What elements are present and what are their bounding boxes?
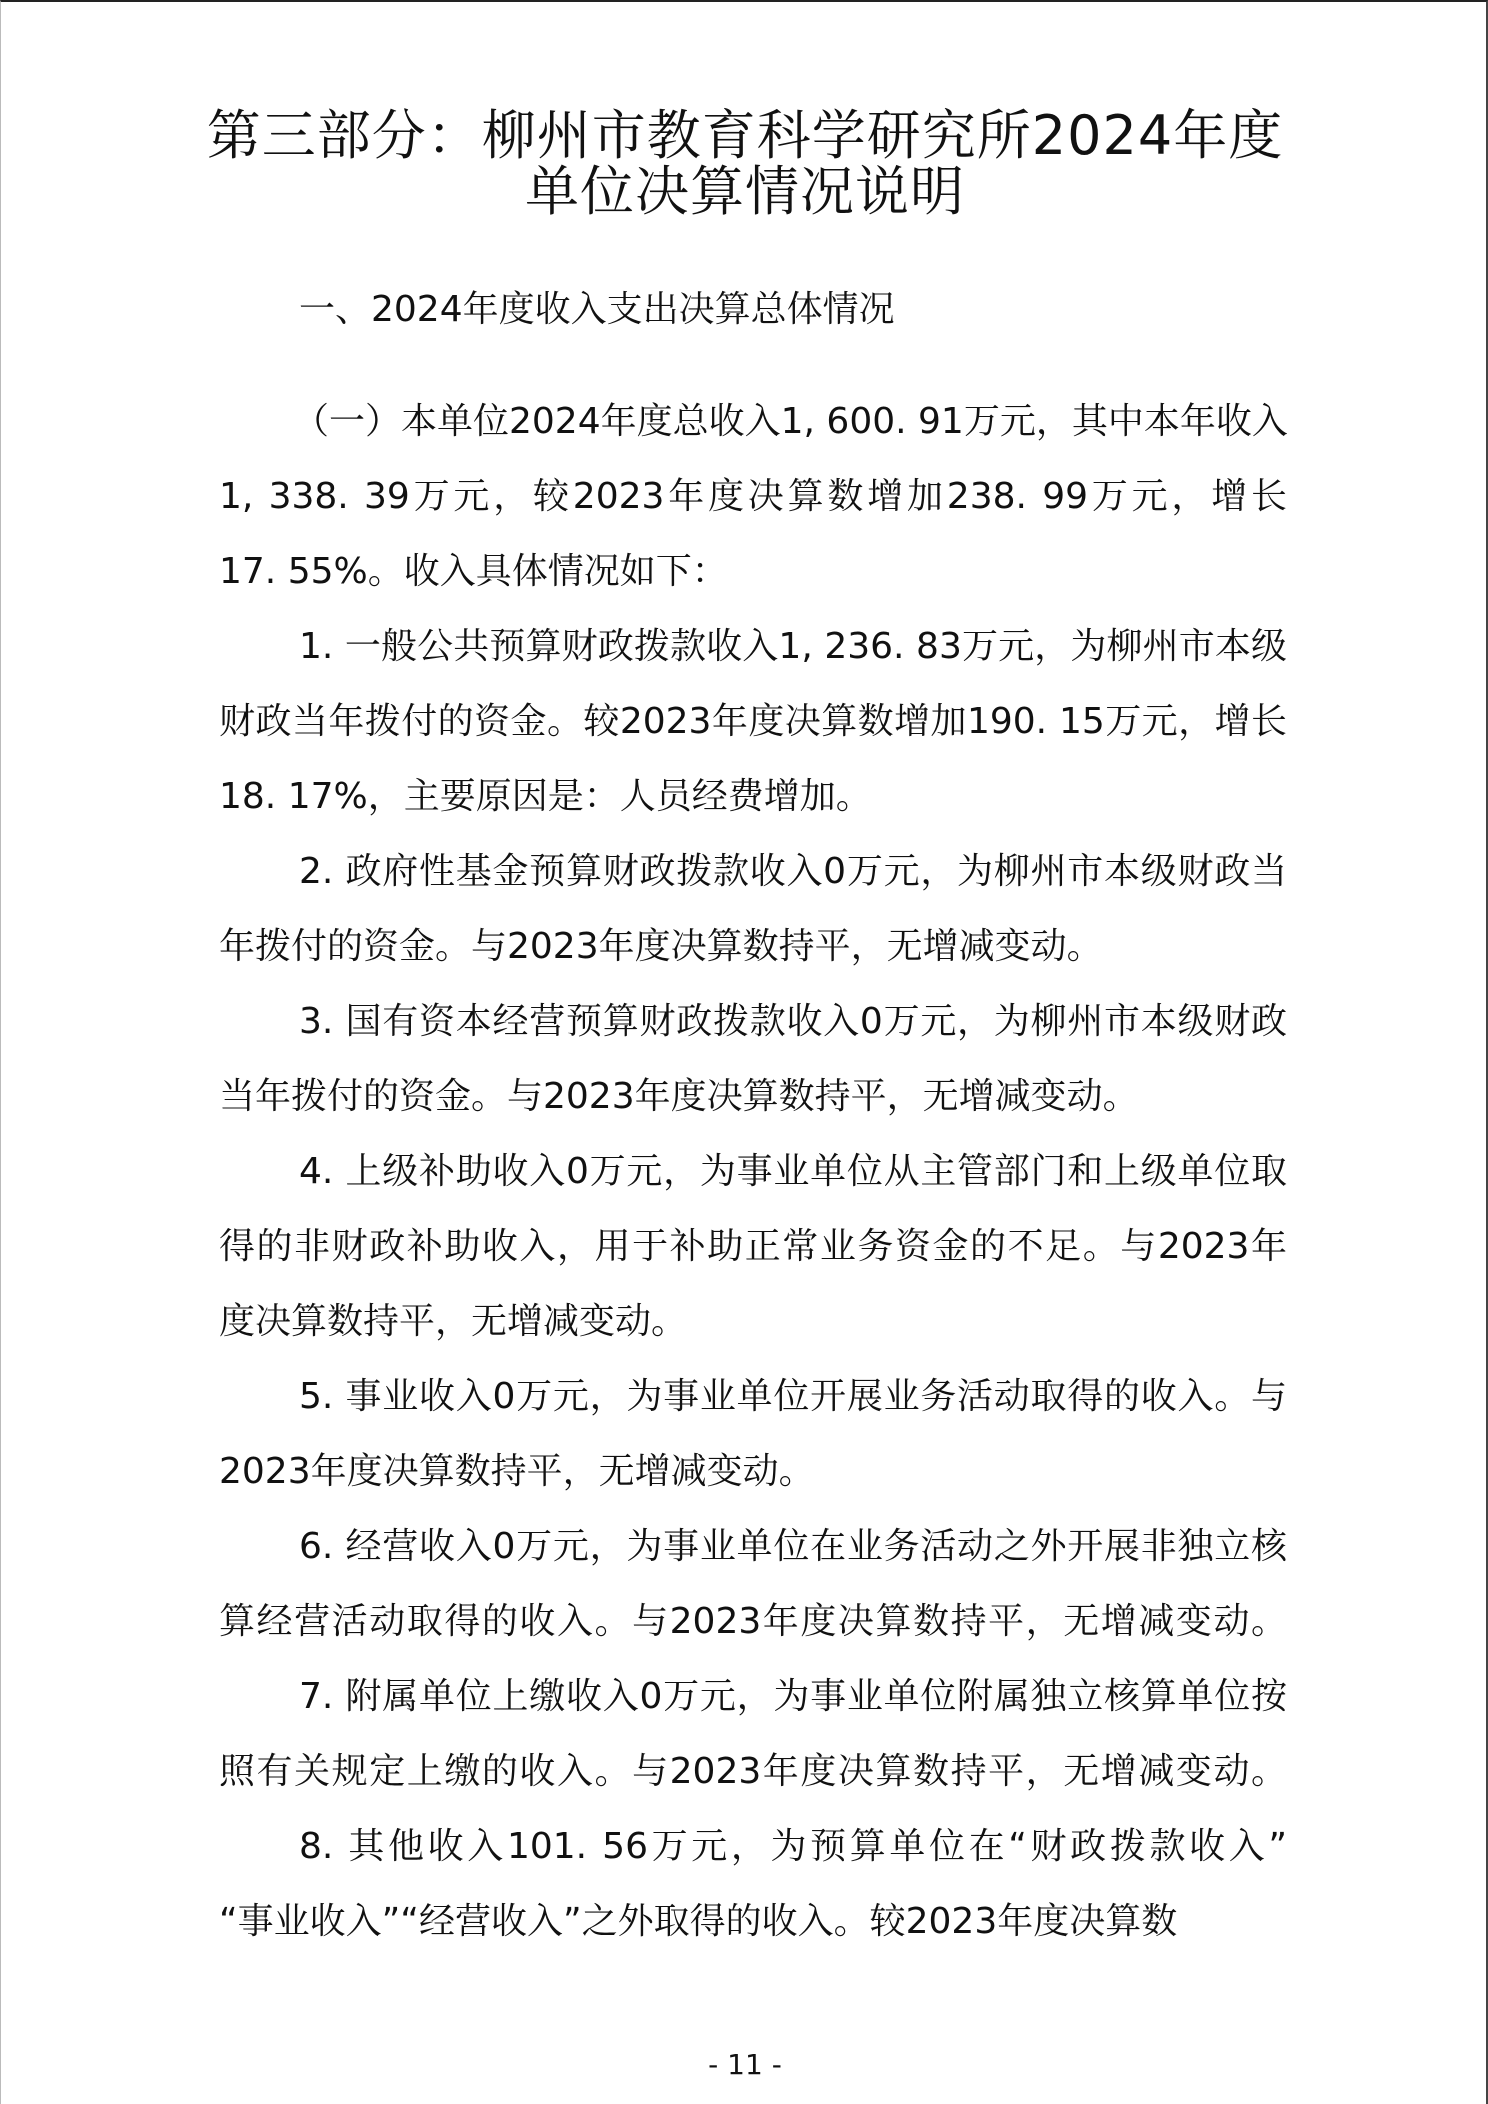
paragraph-line: 3. 国有资本经营预算财政拨款收入0万元，为柳州市本级财政 (299, 1001, 1287, 1042)
paragraph-line: 得的非财政补助收入，用于补助正常业务资金的不足。与2023年 (219, 1226, 1287, 1267)
paragraph-line: 17. 55%。收入具体情况如下： (219, 551, 728, 592)
paragraph-line: “事业收入”“经营收入”之外取得的收入。较2023年度决算数 (219, 1901, 1178, 1942)
paragraph-line: 18. 17%，主要原因是：人员经费增加。 (219, 776, 872, 817)
paragraph-line: 算经营活动取得的收入。与2023年度决算数持平，无增减变动。 (219, 1601, 1287, 1642)
document-title-line-2: 单位决算情况说明 (525, 160, 965, 223)
paragraph-line: 1. 一般公共预算财政拨款收入1, 236. 83万元，为柳州市本级 (299, 626, 1287, 667)
paragraph-line: 2023年度决算数持平，无增减变动。 (219, 1451, 815, 1492)
document-title-line-1: 第三部分：柳州市教育科学研究所2024年度 (206, 104, 1284, 167)
paragraph-line: 5. 事业收入0万元，为事业单位开展业务活动取得的收入。与 (299, 1376, 1287, 1417)
paragraph-line: 照有关规定上缴的收入。与2023年度决算数持平，无增减变动。 (219, 1751, 1287, 1792)
paragraph-line: 1, 338. 39万元，较2023年度决算数增加238. 99万元，增长 (219, 476, 1287, 517)
paragraph-line: （一）本单位2024年度总收入1, 600. 91万元，其中本年收入 (293, 401, 1288, 442)
paragraph-line: 7. 附属单位上缴收入0万元，为事业单位附属独立核算单位按 (299, 1676, 1287, 1717)
paragraph-line: 财政当年拨付的资金。较2023年度决算数增加190. 15万元，增长 (219, 701, 1287, 742)
page-number: - 11 - (708, 2048, 782, 2081)
paragraph-line: 2. 政府性基金预算财政拨款收入0万元，为柳州市本级财政当 (299, 851, 1287, 892)
paragraph-line: 当年拨付的资金。与2023年度决算数持平，无增减变动。 (219, 1076, 1139, 1117)
paragraph-line: 年拨付的资金。与2023年度决算数持平，无增减变动。 (219, 926, 1103, 967)
paragraph-line: 度决算数持平，无增减变动。 (219, 1301, 688, 1342)
paragraph-line: 4. 上级补助收入0万元，为事业单位从主管部门和上级单位取 (299, 1151, 1287, 1192)
paragraph-line: 8. 其他收入101. 56万元，为预算单位在“财政拨款收入” (299, 1826, 1287, 1867)
section-heading: 一、2024年度收入支出决算总体情况 (299, 289, 895, 330)
paragraph-line: 6. 经营收入0万元，为事业单位在业务活动之外开展非独立核 (299, 1526, 1287, 1567)
